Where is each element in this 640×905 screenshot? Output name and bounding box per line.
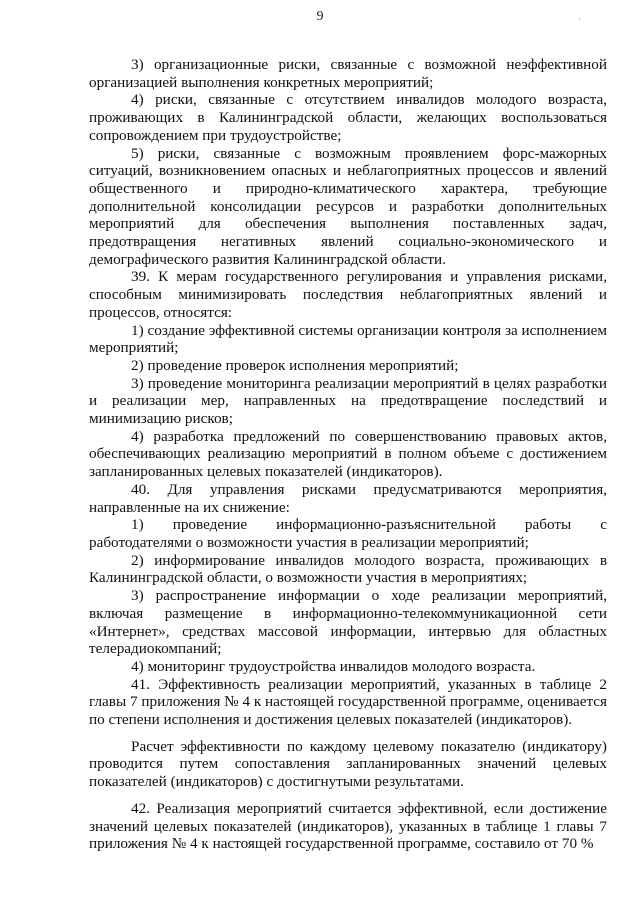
paragraph-risk-4: 4) риски, связанные с отсутствием инвалидов молодого возраста, проживающих в Калининградской области, желающих воспользоваться сопровождением при трудоустройстве; bbox=[89, 91, 607, 144]
paragraph-39-item-2: 2) проведение проверок исполнения мероприятий; bbox=[131, 356, 459, 374]
paragraph-40-item-1: 1) проведение информационно-разъяснительной работы с работодателями о возможности участия в реализации мероприятий; bbox=[89, 516, 607, 551]
paragraph-39-item-1: 1) создание эффективной системы организации контроля за исполнением мероприятий; bbox=[89, 321, 607, 357]
paragraph-risk-5: 5) риски, связанные с возможным проявлением форс-мажорных ситуаций, возникновением опасных и неблагоприятных процессов и явлений общественного и природно-климатического характера, требующие дополнительной консолидации ресурсов и разработки дополнительных мероприятий для обеспечения выполнения поставленных задач, предотвращения негативных явлений социально-экономического и демографического развития Калининградской области. bbox=[89, 144, 607, 268]
paragraph-41-calculation: Расчет эффективности по каждому целевому показателю (индикатору) проводится путем сопоставления запланированных значений целевых показателей (индикаторов) с достигнутыми результатами. bbox=[89, 737, 607, 791]
paragraph-42: 42. Реализация мероприятий считается эффективной, если достижение значений целевых показателей (индикаторов), указанных в таблице 1 главы 7 приложения № 4 к настоящей государственной программе, составило от 70 % bbox=[89, 799, 607, 853]
document-body bbox=[89, 56, 607, 853]
margin-mark: · bbox=[578, 14, 581, 24]
paragraph-40: 40. Для управления рисками предусматриваются мероприятия, направленные на их снижение: bbox=[89, 480, 607, 516]
paragraph-41: 41. Эффективность реализации мероприятий, указанных в таблице 2 главы 7 приложения № 4 к настоящей государственной программе, оценивается по степени исполнения и достижения целевых показателей (индикаторов). bbox=[89, 675, 607, 729]
paragraph-39-item-4: 4) разработка предложений по совершенствованию правовых актов, обеспечивающих реализацию мероприятий в полном объеме с достижением запланированных целевых показателей (индикаторов). bbox=[89, 427, 607, 481]
paragraph-40-item-2: 2) информирование инвалидов молодого возраста, проживающих в Калининградской области, о возможности участия в мероприятиях; bbox=[89, 551, 607, 587]
paragraph-40-item-4: 4) мониторинг трудоустройства инвалидов молодого возраста. bbox=[131, 657, 536, 675]
paragraph-39-item-3: 3) проведение мониторинга реализации мероприятий в целях разработки и реализации мер, направленных на предотвращение последствий и минимизацию рисков; bbox=[89, 374, 607, 428]
page-number: 9 bbox=[316, 9, 324, 24]
paragraph-risk-3: 3) организационные риски, связанные с возможной неэффективной организацией выполнения конкретных мероприятий; bbox=[89, 56, 607, 91]
paragraph-40-item-3: 3) распространение информации о ходе реализации мероприятий, включая размещение в информационно-телекоммуникационной сети «Интернет», средствах массовой информации, интервью для областных телерадиокомпаний; bbox=[89, 587, 607, 658]
paragraph-39: 39. К мерам государственного регулирования и управления рисками, способным минимизировать последствия неблагоприятных явлений и процессов, относятся: bbox=[89, 268, 607, 321]
